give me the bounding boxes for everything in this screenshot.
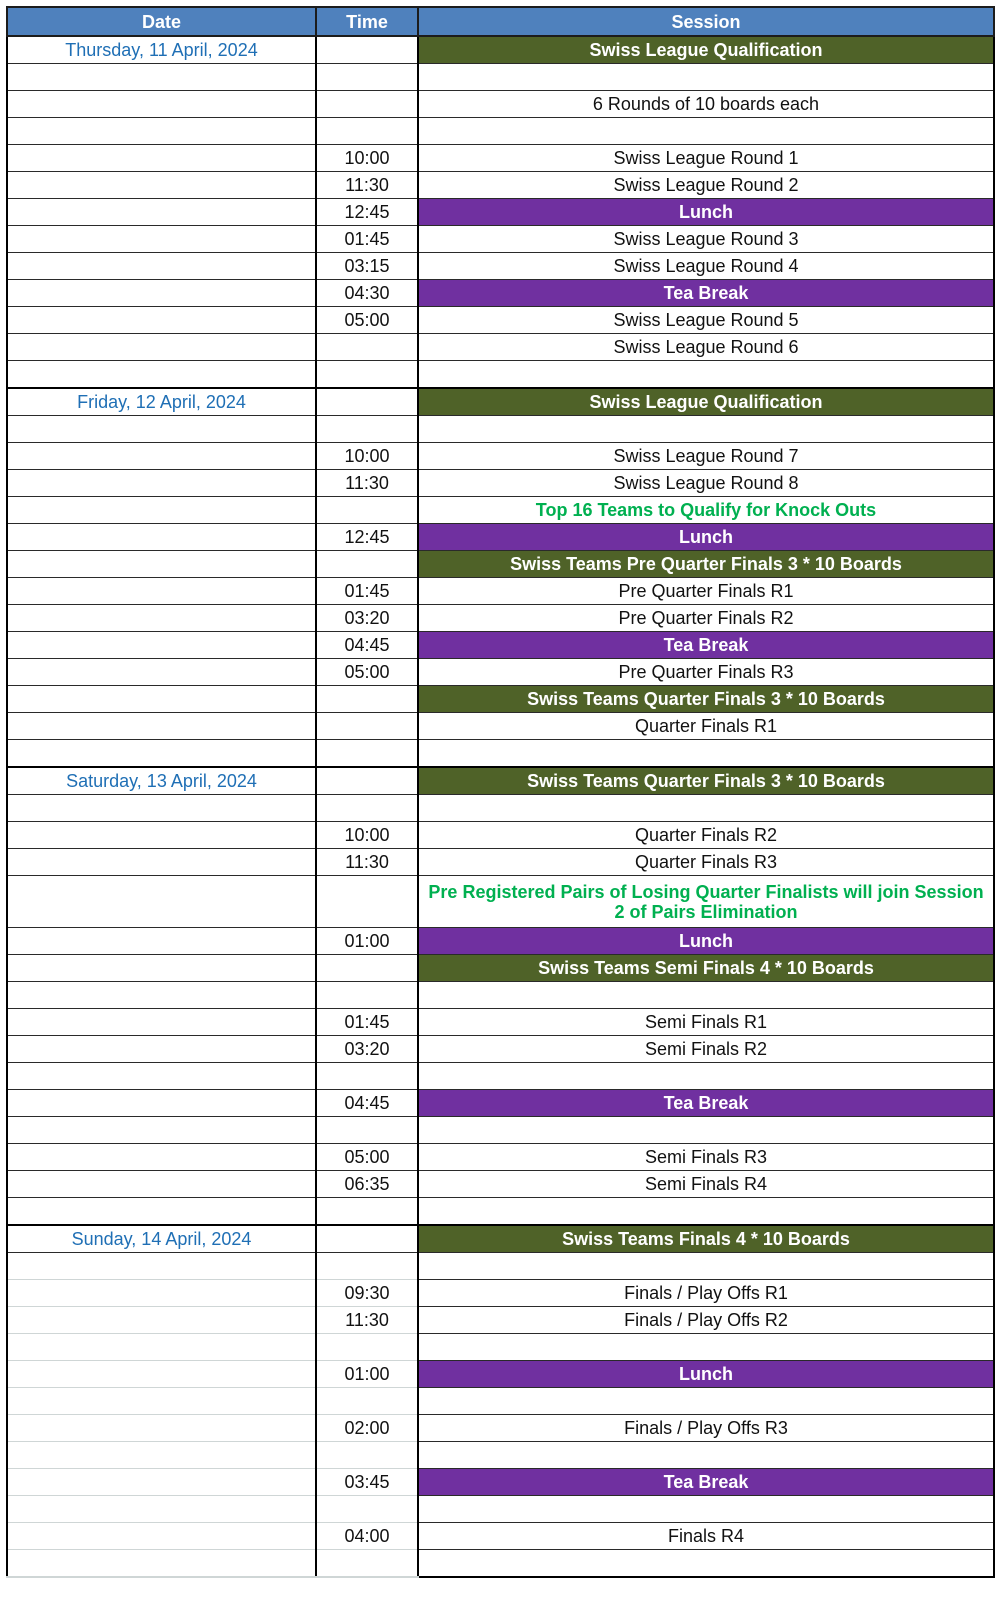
schedule-row bbox=[7, 1036, 994, 1063]
date-cell bbox=[7, 1117, 316, 1144]
time-cell: 04:45 bbox=[316, 1090, 418, 1117]
schedule-row bbox=[7, 36, 994, 64]
time-cell bbox=[316, 388, 418, 416]
date-cell bbox=[7, 118, 316, 145]
time-cell bbox=[316, 36, 418, 64]
schedule-row bbox=[7, 1280, 994, 1307]
schedule-row bbox=[7, 1415, 994, 1442]
time-column-header: Time bbox=[316, 7, 418, 36]
date-cell bbox=[7, 1280, 316, 1307]
schedule-row bbox=[7, 1361, 994, 1388]
session-cell: Tea Break bbox=[418, 1090, 994, 1117]
time-cell bbox=[316, 876, 418, 928]
time-cell: 04:30 bbox=[316, 280, 418, 307]
time-cell: 10:00 bbox=[316, 822, 418, 849]
session-cell bbox=[418, 1388, 994, 1415]
time-cell: 01:45 bbox=[316, 1009, 418, 1036]
time-cell: 12:45 bbox=[316, 199, 418, 226]
time-cell: 02:00 bbox=[316, 1415, 418, 1442]
date-cell bbox=[7, 172, 316, 199]
schedule-row bbox=[7, 443, 994, 470]
time-cell bbox=[316, 955, 418, 982]
session-cell bbox=[418, 1496, 994, 1523]
schedule-row bbox=[7, 361, 994, 389]
time-cell: 03:45 bbox=[316, 1469, 418, 1496]
schedule-row bbox=[7, 280, 994, 307]
session-cell: Semi Finals R2 bbox=[418, 1036, 994, 1063]
schedule-row bbox=[7, 1550, 994, 1578]
session-cell: Swiss Teams Pre Quarter Finals 3 * 10 Boards bbox=[418, 551, 994, 578]
schedule-row bbox=[7, 1009, 994, 1036]
schedule-row bbox=[7, 849, 994, 876]
time-cell bbox=[316, 416, 418, 443]
session-cell: Semi Finals R4 bbox=[418, 1171, 994, 1198]
schedule-row bbox=[7, 470, 994, 497]
date-cell bbox=[7, 307, 316, 334]
schedule-row bbox=[7, 876, 994, 928]
time-cell bbox=[316, 1117, 418, 1144]
session-cell bbox=[418, 416, 994, 443]
time-cell: 01:00 bbox=[316, 1361, 418, 1388]
time-cell: 05:00 bbox=[316, 659, 418, 686]
session-cell: Swiss Teams Quarter Finals 3 * 10 Boards bbox=[418, 767, 994, 795]
date-cell: Thursday, 11 April, 2024 bbox=[7, 36, 316, 64]
date-cell bbox=[7, 470, 316, 497]
schedule-row bbox=[7, 1144, 994, 1171]
session-cell bbox=[418, 795, 994, 822]
schedule-row bbox=[7, 1469, 994, 1496]
time-cell bbox=[316, 118, 418, 145]
time-cell bbox=[316, 334, 418, 361]
time-cell bbox=[316, 91, 418, 118]
schedule-row bbox=[7, 578, 994, 605]
schedule-row bbox=[7, 524, 994, 551]
date-cell bbox=[7, 334, 316, 361]
header-row bbox=[7, 7, 994, 36]
schedule-row bbox=[7, 1198, 994, 1226]
session-column-header: Session bbox=[418, 7, 994, 36]
date-cell bbox=[7, 361, 316, 389]
time-cell bbox=[316, 713, 418, 740]
schedule-row bbox=[7, 713, 994, 740]
time-cell: 03:15 bbox=[316, 253, 418, 280]
schedule-row bbox=[7, 740, 994, 768]
date-cell bbox=[7, 955, 316, 982]
schedule-row bbox=[7, 307, 994, 334]
time-cell: 05:00 bbox=[316, 307, 418, 334]
session-cell: Swiss Teams Finals 4 * 10 Boards bbox=[418, 1225, 994, 1253]
date-cell bbox=[7, 1523, 316, 1550]
session-cell bbox=[418, 1117, 994, 1144]
schedule-row bbox=[7, 1117, 994, 1144]
time-cell bbox=[316, 1063, 418, 1090]
date-cell: Friday, 12 April, 2024 bbox=[7, 388, 316, 416]
date-cell bbox=[7, 605, 316, 632]
time-cell: 11:30 bbox=[316, 1307, 418, 1334]
session-cell bbox=[418, 118, 994, 145]
date-cell bbox=[7, 632, 316, 659]
date-cell bbox=[7, 982, 316, 1009]
date-cell bbox=[7, 822, 316, 849]
date-cell bbox=[7, 1198, 316, 1226]
session-cell: Quarter Finals R3 bbox=[418, 849, 994, 876]
date-cell bbox=[7, 713, 316, 740]
session-cell: Quarter Finals R1 bbox=[418, 713, 994, 740]
date-cell bbox=[7, 795, 316, 822]
date-cell: Saturday, 13 April, 2024 bbox=[7, 767, 316, 795]
time-cell bbox=[316, 1253, 418, 1280]
session-cell: Tea Break bbox=[418, 632, 994, 659]
time-cell bbox=[316, 551, 418, 578]
schedule-row bbox=[7, 91, 994, 118]
session-cell bbox=[418, 1253, 994, 1280]
time-cell bbox=[316, 497, 418, 524]
session-cell: Pre Quarter Finals R2 bbox=[418, 605, 994, 632]
schedule-row bbox=[7, 1307, 994, 1334]
date-cell bbox=[7, 551, 316, 578]
session-cell: Swiss Teams Semi Finals 4 * 10 Boards bbox=[418, 955, 994, 982]
date-cell bbox=[7, 199, 316, 226]
session-cell: Swiss League Round 4 bbox=[418, 253, 994, 280]
schedule-row bbox=[7, 1063, 994, 1090]
time-cell: 03:20 bbox=[316, 605, 418, 632]
time-cell: 06:35 bbox=[316, 1171, 418, 1198]
schedule-row bbox=[7, 1171, 994, 1198]
schedule-row bbox=[7, 253, 994, 280]
date-cell bbox=[7, 1442, 316, 1469]
session-cell: Finals / Play Offs R3 bbox=[418, 1415, 994, 1442]
session-cell bbox=[418, 1334, 994, 1361]
date-cell bbox=[7, 253, 316, 280]
session-cell: Finals / Play Offs R1 bbox=[418, 1280, 994, 1307]
session-cell: Lunch bbox=[418, 1361, 994, 1388]
date-cell bbox=[7, 1009, 316, 1036]
schedule-row bbox=[7, 145, 994, 172]
time-cell bbox=[316, 1198, 418, 1226]
date-cell bbox=[7, 91, 316, 118]
time-cell: 05:00 bbox=[316, 1144, 418, 1171]
date-column-header: Date bbox=[7, 7, 316, 36]
time-cell: 01:45 bbox=[316, 578, 418, 605]
session-cell: 6 Rounds of 10 boards each bbox=[418, 91, 994, 118]
schedule-row bbox=[7, 1253, 994, 1280]
schedule-row bbox=[7, 767, 994, 795]
time-cell bbox=[316, 1388, 418, 1415]
time-cell bbox=[316, 686, 418, 713]
session-cell bbox=[418, 1550, 994, 1578]
session-cell: Swiss League Round 1 bbox=[418, 145, 994, 172]
schedule-table bbox=[6, 6, 995, 1578]
time-cell bbox=[316, 1225, 418, 1253]
session-cell: Swiss League Round 6 bbox=[418, 334, 994, 361]
schedule-row bbox=[7, 334, 994, 361]
date-cell bbox=[7, 1334, 316, 1361]
schedule-row bbox=[7, 1523, 994, 1550]
date-cell bbox=[7, 1307, 316, 1334]
time-cell bbox=[316, 1334, 418, 1361]
schedule-row bbox=[7, 1334, 994, 1361]
date-cell bbox=[7, 876, 316, 928]
schedule-body bbox=[7, 36, 994, 1577]
session-cell: Swiss League Round 3 bbox=[418, 226, 994, 253]
date-cell bbox=[7, 1171, 316, 1198]
schedule-header bbox=[7, 7, 994, 36]
date-cell bbox=[7, 497, 316, 524]
session-cell: Swiss League Round 7 bbox=[418, 443, 994, 470]
session-cell: Swiss League Qualification bbox=[418, 36, 994, 64]
schedule-row bbox=[7, 955, 994, 982]
session-cell: Swiss Teams Quarter Finals 3 * 10 Boards bbox=[418, 686, 994, 713]
session-cell: Tea Break bbox=[418, 280, 994, 307]
schedule-row bbox=[7, 632, 994, 659]
schedule-row bbox=[7, 605, 994, 632]
time-cell: 11:30 bbox=[316, 849, 418, 876]
date-cell bbox=[7, 740, 316, 768]
date-cell bbox=[7, 226, 316, 253]
date-cell bbox=[7, 1388, 316, 1415]
schedule-row bbox=[7, 226, 994, 253]
schedule-row bbox=[7, 1225, 994, 1253]
schedule-row bbox=[7, 659, 994, 686]
schedule-row bbox=[7, 199, 994, 226]
date-cell bbox=[7, 1253, 316, 1280]
session-cell bbox=[418, 1198, 994, 1226]
time-cell: 01:00 bbox=[316, 928, 418, 955]
date-cell bbox=[7, 1496, 316, 1523]
schedule-row bbox=[7, 497, 994, 524]
session-cell: Finals R4 bbox=[418, 1523, 994, 1550]
schedule-row bbox=[7, 1442, 994, 1469]
time-cell bbox=[316, 795, 418, 822]
date-cell bbox=[7, 849, 316, 876]
session-cell bbox=[418, 64, 994, 91]
time-cell: 10:00 bbox=[316, 443, 418, 470]
schedule-row bbox=[7, 118, 994, 145]
date-cell bbox=[7, 1469, 316, 1496]
time-cell: 12:45 bbox=[316, 524, 418, 551]
date-cell bbox=[7, 686, 316, 713]
schedule-row bbox=[7, 982, 994, 1009]
session-cell bbox=[418, 1063, 994, 1090]
date-cell bbox=[7, 1090, 316, 1117]
time-cell: 11:30 bbox=[316, 470, 418, 497]
session-cell: Top 16 Teams to Qualify for Knock Outs bbox=[418, 497, 994, 524]
date-cell bbox=[7, 416, 316, 443]
session-cell: Finals / Play Offs R2 bbox=[418, 1307, 994, 1334]
time-cell bbox=[316, 982, 418, 1009]
date-cell bbox=[7, 1144, 316, 1171]
schedule-row bbox=[7, 172, 994, 199]
date-cell bbox=[7, 280, 316, 307]
time-cell: 10:00 bbox=[316, 145, 418, 172]
schedule-row bbox=[7, 551, 994, 578]
schedule-row bbox=[7, 795, 994, 822]
time-cell: 01:45 bbox=[316, 226, 418, 253]
session-cell: Lunch bbox=[418, 199, 994, 226]
date-cell bbox=[7, 1063, 316, 1090]
session-cell bbox=[418, 982, 994, 1009]
date-cell bbox=[7, 1036, 316, 1063]
session-cell: Swiss League Round 5 bbox=[418, 307, 994, 334]
schedule-row bbox=[7, 686, 994, 713]
time-cell: 03:20 bbox=[316, 1036, 418, 1063]
date-cell bbox=[7, 64, 316, 91]
time-cell: 11:30 bbox=[316, 172, 418, 199]
time-cell bbox=[316, 1496, 418, 1523]
schedule-row bbox=[7, 822, 994, 849]
date-cell bbox=[7, 578, 316, 605]
time-cell: 04:00 bbox=[316, 1523, 418, 1550]
schedule-row bbox=[7, 388, 994, 416]
time-cell: 04:45 bbox=[316, 632, 418, 659]
session-cell: Quarter Finals R2 bbox=[418, 822, 994, 849]
session-cell: Lunch bbox=[418, 928, 994, 955]
schedule-row bbox=[7, 64, 994, 91]
time-cell bbox=[316, 1550, 418, 1578]
time-cell bbox=[316, 361, 418, 389]
date-cell bbox=[7, 659, 316, 686]
session-cell: Semi Finals R1 bbox=[418, 1009, 994, 1036]
session-cell: Pre Quarter Finals R1 bbox=[418, 578, 994, 605]
session-cell bbox=[418, 1442, 994, 1469]
date-cell bbox=[7, 1361, 316, 1388]
date-cell bbox=[7, 524, 316, 551]
schedule-row bbox=[7, 1388, 994, 1415]
time-cell bbox=[316, 64, 418, 91]
session-cell: Semi Finals R3 bbox=[418, 1144, 994, 1171]
date-cell bbox=[7, 1415, 316, 1442]
time-cell bbox=[316, 1442, 418, 1469]
schedule-row bbox=[7, 416, 994, 443]
session-cell: Pre Quarter Finals R3 bbox=[418, 659, 994, 686]
time-cell bbox=[316, 740, 418, 768]
session-cell: Lunch bbox=[418, 524, 994, 551]
time-cell: 09:30 bbox=[316, 1280, 418, 1307]
session-cell: Swiss League Round 2 bbox=[418, 172, 994, 199]
session-cell: Swiss League Qualification bbox=[418, 388, 994, 416]
session-cell: Tea Break bbox=[418, 1469, 994, 1496]
session-cell: Swiss League Round 8 bbox=[418, 470, 994, 497]
schedule-row bbox=[7, 1090, 994, 1117]
date-cell bbox=[7, 1550, 316, 1578]
date-cell: Sunday, 14 April, 2024 bbox=[7, 1225, 316, 1253]
schedule-row bbox=[7, 1496, 994, 1523]
time-cell bbox=[316, 767, 418, 795]
session-cell bbox=[418, 740, 994, 768]
schedule-row bbox=[7, 928, 994, 955]
date-cell bbox=[7, 443, 316, 470]
date-cell bbox=[7, 928, 316, 955]
session-cell: Pre Registered Pairs of Losing Quarter Finalists will join Session 2 of Pairs Elimination bbox=[418, 876, 994, 928]
date-cell bbox=[7, 145, 316, 172]
session-cell bbox=[418, 361, 994, 389]
